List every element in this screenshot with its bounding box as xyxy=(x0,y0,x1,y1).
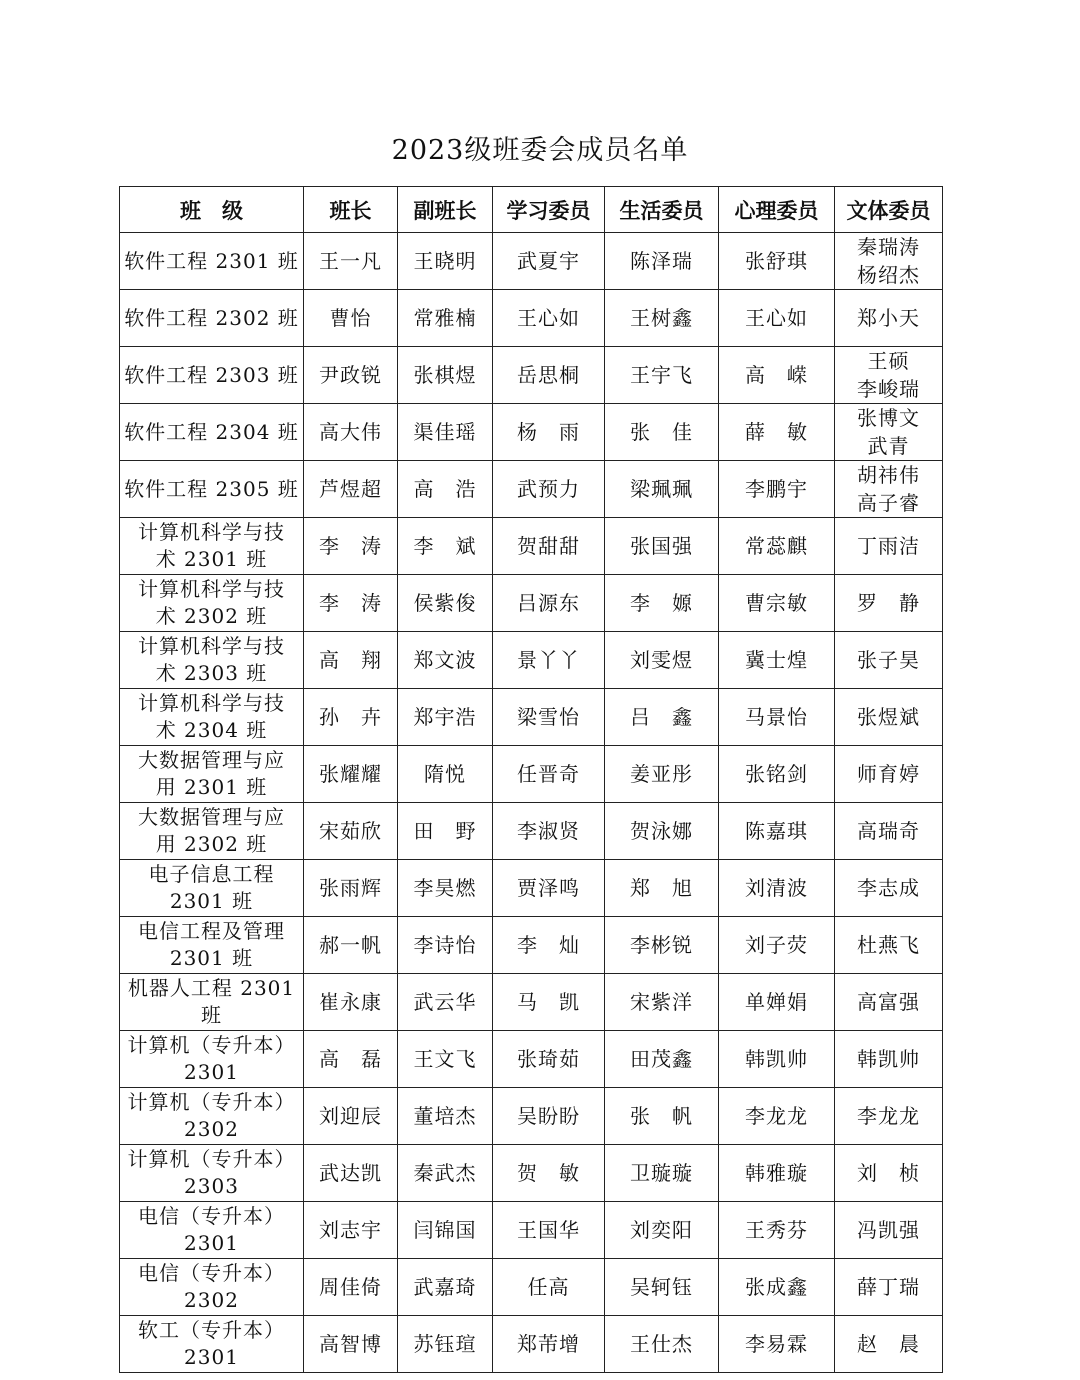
life-committee-cell: 郑 旭 xyxy=(605,860,719,917)
class-cell: 软件工程 2303 班 xyxy=(120,347,304,404)
life-committee-cell: 王树鑫 xyxy=(605,290,719,347)
study-committee-cell: 武夏宇 xyxy=(493,233,605,290)
psych-committee-cell: 李鹏宇 xyxy=(719,461,835,518)
monitor-cell: 周佳倚 xyxy=(304,1259,398,1316)
arts-committee-cell: 李龙龙 xyxy=(835,1088,943,1145)
vice-monitor-cell: 侯紫俊 xyxy=(398,575,493,632)
class-committee-table xyxy=(119,186,943,1373)
class-cell: 软件工程 2301 班 xyxy=(120,233,304,290)
study-committee-cell: 李 灿 xyxy=(493,917,605,974)
header-arts-committee: 文体委员 xyxy=(835,187,943,233)
arts-committee-cell: 张博文 武青 xyxy=(835,404,943,461)
table-row xyxy=(120,1088,943,1145)
table-row xyxy=(120,1202,943,1259)
vice-monitor-cell: 张棋煜 xyxy=(398,347,493,404)
table-row xyxy=(120,632,943,689)
study-committee-cell: 杨 雨 xyxy=(493,404,605,461)
study-committee-cell: 武预力 xyxy=(493,461,605,518)
header-monitor: 班长 xyxy=(304,187,398,233)
class-cell: 计算机（专升本） 2301 xyxy=(120,1031,304,1088)
table-row xyxy=(120,974,943,1031)
monitor-cell: 李 涛 xyxy=(304,575,398,632)
table-row xyxy=(120,1259,943,1316)
psych-committee-cell: 刘子荧 xyxy=(719,917,835,974)
vice-monitor-cell: 李 斌 xyxy=(398,518,493,575)
monitor-cell: 张耀耀 xyxy=(304,746,398,803)
monitor-cell: 刘迎辰 xyxy=(304,1088,398,1145)
life-committee-cell: 李彬锐 xyxy=(605,917,719,974)
vice-monitor-cell: 王晓明 xyxy=(398,233,493,290)
psych-committee-cell: 李龙龙 xyxy=(719,1088,835,1145)
vice-monitor-cell: 渠佳瑶 xyxy=(398,404,493,461)
psych-committee-cell: 王秀芬 xyxy=(719,1202,835,1259)
psych-committee-cell: 张成鑫 xyxy=(719,1259,835,1316)
arts-committee-cell: 丁雨洁 xyxy=(835,518,943,575)
life-committee-cell: 宋紫洋 xyxy=(605,974,719,1031)
vice-monitor-cell: 闫锦国 xyxy=(398,1202,493,1259)
monitor-cell: 尹政锐 xyxy=(304,347,398,404)
table-row xyxy=(120,461,943,518)
table-row xyxy=(120,689,943,746)
monitor-cell: 崔永康 xyxy=(304,974,398,1031)
class-cell: 软件工程 2302 班 xyxy=(120,290,304,347)
life-committee-cell: 张 佳 xyxy=(605,404,719,461)
page-title: 2023级班委会成员名单 xyxy=(391,135,689,166)
table-row xyxy=(120,1145,943,1202)
class-cell: 计算机（专升本） 2303 xyxy=(120,1145,304,1202)
class-cell: 计算机科学与技 术 2301 班 xyxy=(120,518,304,575)
table-row xyxy=(120,1316,943,1373)
monitor-cell: 高 磊 xyxy=(304,1031,398,1088)
monitor-cell: 武达凯 xyxy=(304,1145,398,1202)
life-committee-cell: 贺泳娜 xyxy=(605,803,719,860)
life-committee-cell: 王仕杰 xyxy=(605,1316,719,1373)
table-row xyxy=(120,746,943,803)
life-committee-cell: 吕 鑫 xyxy=(605,689,719,746)
monitor-cell: 王一凡 xyxy=(304,233,398,290)
vice-monitor-cell: 武云华 xyxy=(398,974,493,1031)
life-committee-cell: 张国强 xyxy=(605,518,719,575)
class-cell: 计算机科学与技 术 2303 班 xyxy=(120,632,304,689)
arts-committee-cell: 胡祎伟 高子睿 xyxy=(835,461,943,518)
table-row xyxy=(120,518,943,575)
psych-committee-cell: 冀士煌 xyxy=(719,632,835,689)
psych-committee-cell: 韩凯帅 xyxy=(719,1031,835,1088)
class-cell: 电信（专升本） 2301 xyxy=(120,1202,304,1259)
psych-committee-cell: 常蕊麒 xyxy=(719,518,835,575)
header-psych-committee: 心理委员 xyxy=(719,187,835,233)
arts-committee-cell: 高富强 xyxy=(835,974,943,1031)
psych-committee-cell: 张舒琪 xyxy=(719,233,835,290)
study-committee-cell: 吴盼盼 xyxy=(493,1088,605,1145)
monitor-cell: 高智博 xyxy=(304,1316,398,1373)
vice-monitor-cell: 董培杰 xyxy=(398,1088,493,1145)
vice-monitor-cell: 高 浩 xyxy=(398,461,493,518)
life-committee-cell: 陈泽瑞 xyxy=(605,233,719,290)
vice-monitor-cell: 王文飞 xyxy=(398,1031,493,1088)
table-row xyxy=(120,1031,943,1088)
psych-committee-cell: 张铭剑 xyxy=(719,746,835,803)
study-committee-cell: 贺 敏 xyxy=(493,1145,605,1202)
arts-committee-cell: 王硕 李峻瑞 xyxy=(835,347,943,404)
header-life-committee: 生活委员 xyxy=(605,187,719,233)
life-committee-cell: 王宇飞 xyxy=(605,347,719,404)
vice-monitor-cell: 常雅楠 xyxy=(398,290,493,347)
life-committee-cell: 刘雯煜 xyxy=(605,632,719,689)
arts-committee-cell: 郑小天 xyxy=(835,290,943,347)
psych-committee-cell: 陈嘉琪 xyxy=(719,803,835,860)
psych-committee-cell: 刘清波 xyxy=(719,860,835,917)
table-row xyxy=(120,404,943,461)
arts-committee-cell: 师育婷 xyxy=(835,746,943,803)
table-row xyxy=(120,860,943,917)
arts-committee-cell: 高瑞奇 xyxy=(835,803,943,860)
class-cell: 电信工程及管理 2301 班 xyxy=(120,917,304,974)
table-row xyxy=(120,917,943,974)
class-cell: 电子信息工程 2301 班 xyxy=(120,860,304,917)
study-committee-cell: 贺甜甜 xyxy=(493,518,605,575)
table-body xyxy=(120,233,943,1373)
arts-committee-cell: 秦瑞涛 杨绍杰 xyxy=(835,233,943,290)
monitor-cell: 芦煜超 xyxy=(304,461,398,518)
vice-monitor-cell: 秦武杰 xyxy=(398,1145,493,1202)
class-cell: 计算机科学与技 术 2304 班 xyxy=(120,689,304,746)
psych-committee-cell: 曹宗敏 xyxy=(719,575,835,632)
class-cell: 大数据管理与应 用 2301 班 xyxy=(120,746,304,803)
life-committee-cell: 梁珮珮 xyxy=(605,461,719,518)
study-committee-cell: 郑芾增 xyxy=(493,1316,605,1373)
class-cell: 软工（专升本） 2301 xyxy=(120,1316,304,1373)
life-committee-cell: 卫璇璇 xyxy=(605,1145,719,1202)
vice-monitor-cell: 郑宇浩 xyxy=(398,689,493,746)
vice-monitor-cell: 李诗怡 xyxy=(398,917,493,974)
life-committee-cell: 吴轲钰 xyxy=(605,1259,719,1316)
class-cell: 机器人工程 2301 班 xyxy=(120,974,304,1031)
vice-monitor-cell: 郑文波 xyxy=(398,632,493,689)
study-committee-cell: 任晋奇 xyxy=(493,746,605,803)
life-committee-cell: 田茂鑫 xyxy=(605,1031,719,1088)
class-cell: 大数据管理与应 用 2302 班 xyxy=(120,803,304,860)
monitor-cell: 张雨辉 xyxy=(304,860,398,917)
vice-monitor-cell: 武嘉琦 xyxy=(398,1259,493,1316)
monitor-cell: 李 涛 xyxy=(304,518,398,575)
arts-committee-cell: 冯凯强 xyxy=(835,1202,943,1259)
study-committee-cell: 任高 xyxy=(493,1259,605,1316)
table-row xyxy=(120,233,943,290)
psych-committee-cell: 韩雅璇 xyxy=(719,1145,835,1202)
study-committee-cell: 吕源东 xyxy=(493,575,605,632)
header-class: 班 级 xyxy=(120,187,304,233)
arts-committee-cell: 杜燕飞 xyxy=(835,917,943,974)
study-committee-cell: 王国华 xyxy=(493,1202,605,1259)
study-committee-cell: 景丫丫 xyxy=(493,632,605,689)
study-committee-cell: 岳思桐 xyxy=(493,347,605,404)
vice-monitor-cell: 隋悦 xyxy=(398,746,493,803)
study-committee-cell: 梁雪怡 xyxy=(493,689,605,746)
arts-committee-cell: 张子昊 xyxy=(835,632,943,689)
psych-committee-cell: 高 嵘 xyxy=(719,347,835,404)
life-committee-cell: 刘奕阳 xyxy=(605,1202,719,1259)
study-committee-cell: 张琦茹 xyxy=(493,1031,605,1088)
class-cell: 计算机科学与技 术 2302 班 xyxy=(120,575,304,632)
arts-committee-cell: 李志成 xyxy=(835,860,943,917)
table-row xyxy=(120,803,943,860)
monitor-cell: 刘志宇 xyxy=(304,1202,398,1259)
table-row xyxy=(120,575,943,632)
arts-committee-cell: 韩凯帅 xyxy=(835,1031,943,1088)
monitor-cell: 宋茹欣 xyxy=(304,803,398,860)
monitor-cell: 高 翔 xyxy=(304,632,398,689)
vice-monitor-cell: 田 野 xyxy=(398,803,493,860)
class-cell: 电信（专升本） 2302 xyxy=(120,1259,304,1316)
psych-committee-cell: 马景怡 xyxy=(719,689,835,746)
arts-committee-cell: 薛丁瑞 xyxy=(835,1259,943,1316)
life-committee-cell: 张 帆 xyxy=(605,1088,719,1145)
life-committee-cell: 姜亚彤 xyxy=(605,746,719,803)
class-cell: 计算机（专升本） 2302 xyxy=(120,1088,304,1145)
life-committee-cell: 李 嫄 xyxy=(605,575,719,632)
header-row xyxy=(120,187,943,233)
class-cell: 软件工程 2304 班 xyxy=(120,404,304,461)
psych-committee-cell: 李易霖 xyxy=(719,1316,835,1373)
vice-monitor-cell: 苏钰瑄 xyxy=(398,1316,493,1373)
arts-committee-cell: 刘 桢 xyxy=(835,1145,943,1202)
vice-monitor-cell: 李昊燃 xyxy=(398,860,493,917)
header-study-committee: 学习委员 xyxy=(493,187,605,233)
header-vice-monitor: 副班长 xyxy=(398,187,493,233)
table-row xyxy=(120,347,943,404)
monitor-cell: 郝一帆 xyxy=(304,917,398,974)
psych-committee-cell: 单婵娟 xyxy=(719,974,835,1031)
monitor-cell: 高大伟 xyxy=(304,404,398,461)
arts-committee-cell: 张煜斌 xyxy=(835,689,943,746)
class-cell: 软件工程 2305 班 xyxy=(120,461,304,518)
arts-committee-cell: 罗 静 xyxy=(835,575,943,632)
monitor-cell: 曹怡 xyxy=(304,290,398,347)
arts-committee-cell: 赵 晨 xyxy=(835,1316,943,1373)
study-committee-cell: 王心如 xyxy=(493,290,605,347)
table-row xyxy=(120,290,943,347)
study-committee-cell: 李淑贤 xyxy=(493,803,605,860)
study-committee-cell: 贾泽鸣 xyxy=(493,860,605,917)
psych-committee-cell: 王心如 xyxy=(719,290,835,347)
monitor-cell: 孙 卉 xyxy=(304,689,398,746)
psych-committee-cell: 薛 敏 xyxy=(719,404,835,461)
study-committee-cell: 马 凯 xyxy=(493,974,605,1031)
